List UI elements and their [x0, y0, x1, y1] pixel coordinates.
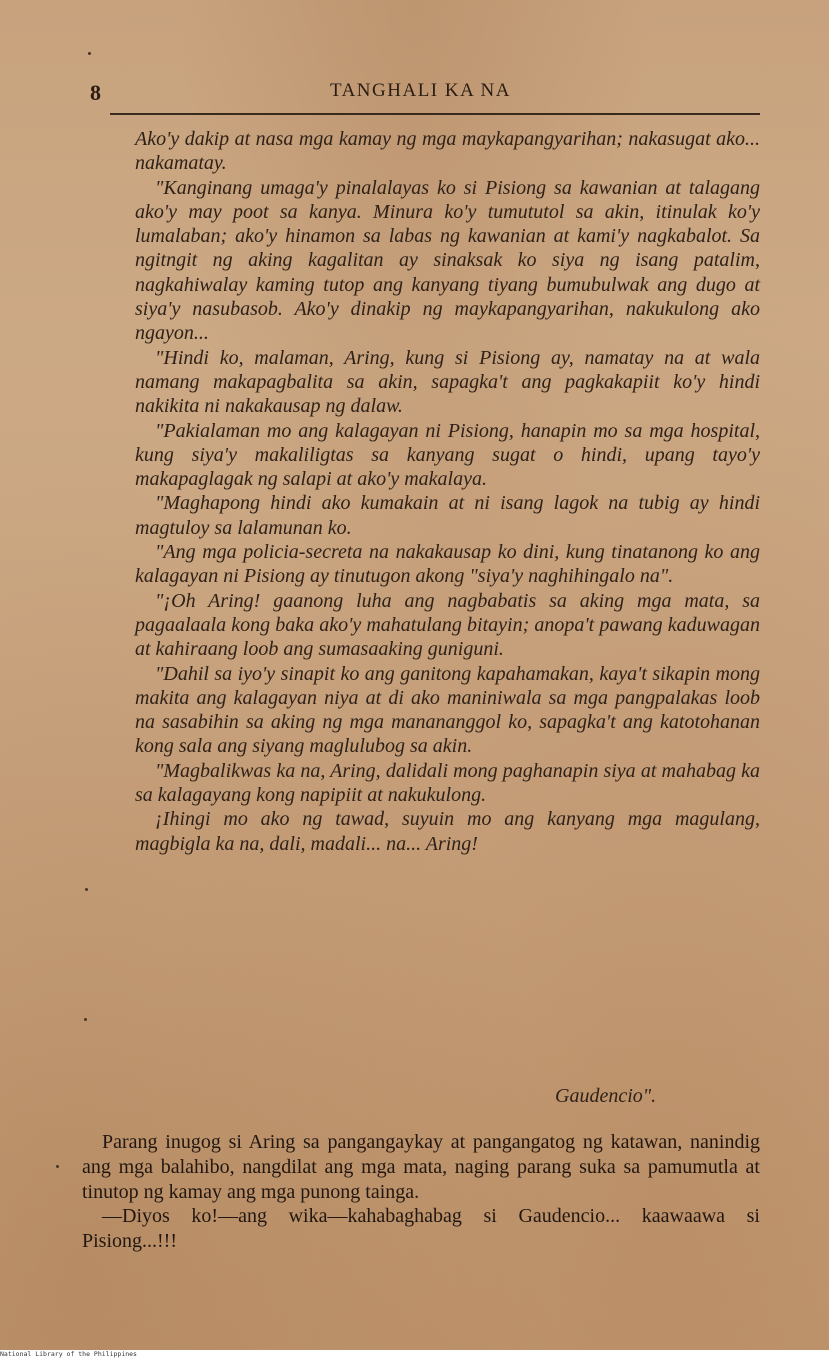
letter-paragraph: "Maghapong hindi ako kumakain at ni isang lagok na tubig ay hindi magtuloy sa lalamunan ko. [135, 492, 760, 539]
page-number: 8 [90, 80, 101, 105]
page-header [90, 80, 740, 110]
letter-paragraph: Ako'y dakip at nasa mga kamay ng mga maykapangyarihan; nakasugat ako... nakamatay. [135, 128, 760, 175]
letter-signature: Gaudencio". [555, 1085, 657, 1107]
letter-paragraph: "Kanginang umaga'y pinalalayas ko si Pisiong sa kawanian at talagang ako'y may poot sa kanya. Minura ko'y tumututol sa akin, itinulak ko'y lumalaban; ako'y hinamon sa labas ng kawanian at kami'y nagkabalot. Sa ngitngit ng aking kagalitan ay sinaksak ko siya ng isang patalim, nagkahiwalay kaming tutop ang kanyang tiyang bumubulwak ang dugo at siya'y nasubasob. Ako'y dinakip ng maykapangyarihan, nakukulong ako ngayon... [135, 176, 760, 345]
narration-paragraph: Parang inugog si Aring sa pangangaykay at pangangatog ng katawan, nanindig ang mga balahibo, nangdilat ang mga mata, naging parang suka sa pamumutla at tinutop ng kamay ang mga punong tainga. [82, 1131, 760, 1203]
ink-speck [56, 1165, 59, 1168]
letter-paragraph: "Pakialaman mo ang kalagayan ni Pisiong, hanapin mo sa mga hospital, kung siya'y makaliligtas sa kanyang sugat o hindi, upang tayo'y makapaglagak ng salapi at ako'y makalaya. [135, 419, 760, 491]
header-rule [110, 113, 760, 115]
scan-credit: National Library of the Philippines [0, 1350, 137, 1358]
letter-paragraph: ¡Ihingi mo ako ng tawad, suyuin mo ang kanyang mga magulang, magbigla ka na, dali, madali... na... Aring! [135, 808, 760, 855]
letter-paragraph: "Magbalikwas ka na, Aring, dalidali mong paghanapin siya at mahabag ka sa kalagayang kong napipiit at nakukulong. [135, 759, 760, 807]
letter-paragraph: "Dahil sa iyo'y sinapit ko ang ganitong kapahamakan, kaya't sikapin mong makita ang kalagayan niya at di ako maniniwala sa mga pangpalakas loob na sasabihin sa aking ng mga manananggol ko, sapagka't ang katotohanan kong sala ang siyang maglulubog sa akin. [135, 662, 760, 758]
letter-paragraph: "Ang mga policia-secreta na nakakausap ko dini, kung tinatanong ko ang kalagayan ni Pisiong ay tinutugon akong "siya'y naghihingalo na". [135, 541, 760, 588]
ink-speck [84, 1018, 87, 1021]
letter-paragraph: "¡Oh Aring! gaanong luha ang nagbabatis sa aking mga mata, sa pagaalaala kong baka ako'y mahatulang bitayin; anopa't pawang kaduwagan at kahiraang loob ang sumasaaking guniguni. [135, 589, 760, 661]
letter-paragraph: "Hindi ko, malaman, Aring, kung si Pisiong ay, namatay na at wala namang makapagbalita sa akin, sapagka't ang pagkakapiit ko'y hindi nakikita ni nakakausap ng dalaw. [135, 346, 760, 418]
narration-paragraph: —Diyos ko!—ang wika—kahabaghabag si Gaudencio... kaawaawa si Pisiong...!!! [82, 1205, 760, 1253]
ink-speck [85, 888, 88, 891]
ink-speck [88, 52, 91, 55]
letter-text [135, 127, 760, 856]
running-head: TANGHALI KA NA [330, 80, 511, 101]
narration-text [82, 1130, 760, 1254]
